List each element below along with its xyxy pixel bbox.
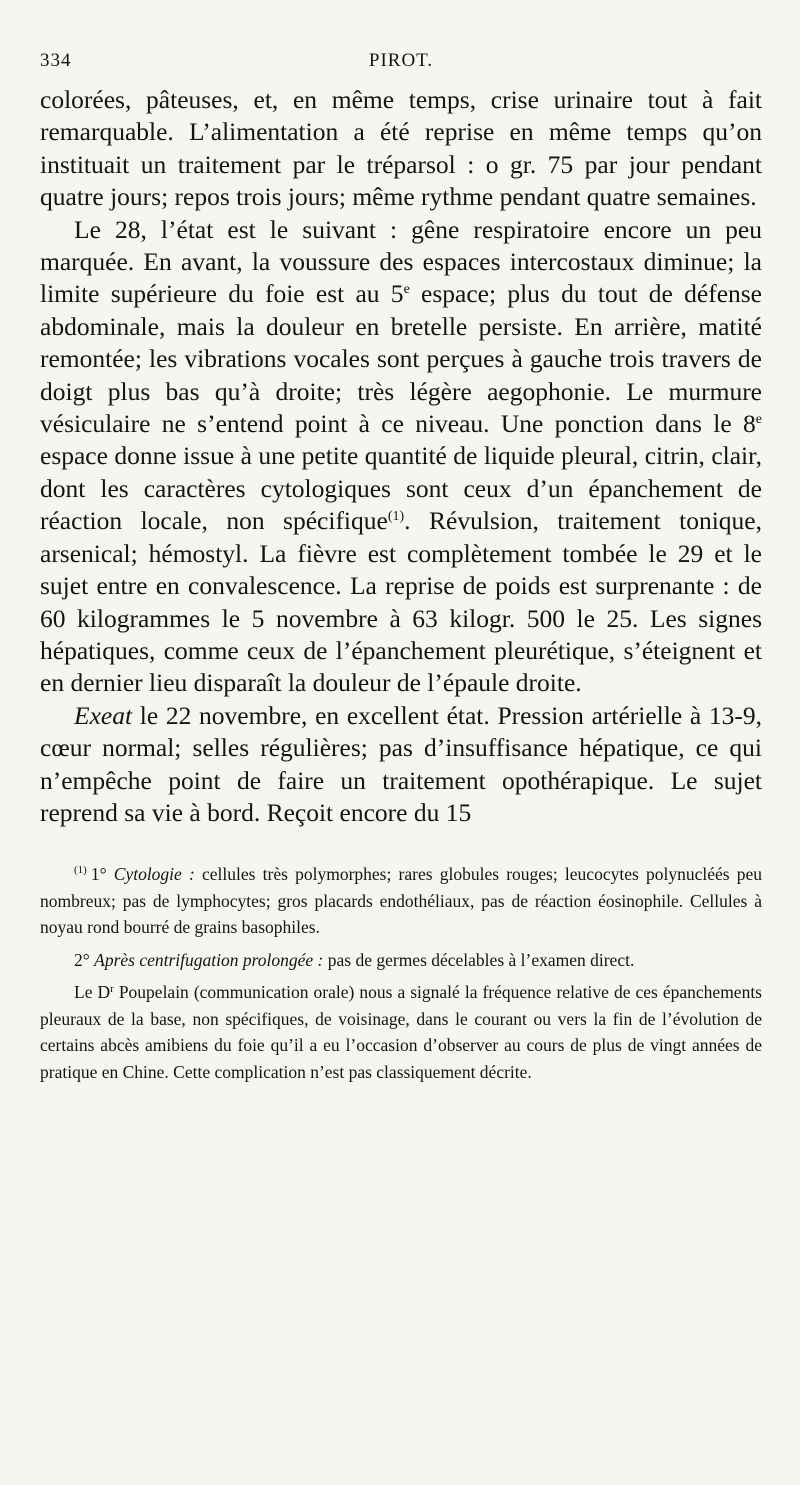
footnote-1 — [40, 861, 762, 941]
document-page — [40, 44, 762, 1085]
footnote-1-heading: Cytologie : — [113, 864, 195, 885]
footnote-marker: (1) — [74, 864, 87, 877]
running-head — [40, 44, 762, 84]
running-title: PIROT. — [368, 50, 434, 71]
title-superscript: r — [110, 983, 114, 996]
page-number: 334 — [40, 50, 72, 71]
footnote-3 — [40, 979, 762, 1085]
footnotes — [40, 861, 762, 1085]
footnote-1-text: cellules très polymorphes; rares globules rouges; leucocytes polynucléés peu nombreux; pas de lymphocytes; gros placards endothéliaux, pas de réaction éosinophile. Cellules à noyau rond bourré de grains basophiles. — [40, 864, 762, 938]
footnote-reference: (1) — [387, 509, 405, 525]
paragraph-2-text-a: Le 28, l’état est le suivant : gêne respiratoire encore un peu marquée. En avant, la voussure des espaces intercostaux diminue; la limite supérieure du foie est au 5 — [40, 214, 762, 309]
footnote-3-text-a: Le D — [74, 982, 111, 1003]
paragraph-3 — [40, 700, 762, 830]
paragraph-1: colorées, pâteuses, et, en même temps, crise urinaire tout à fait remarquable. L’alimentation a été reprise en même temps qu’on instituait un traitement par le tréparsol : o gr. 75 par jour pendant quatre jours; repos trois jours; même rythme pendant quatre semaines. — [40, 85, 762, 212]
footnote-2-heading: Après centrifugation prolongée : — [94, 949, 324, 970]
footnote-2 — [40, 947, 762, 974]
footnote-1-number: 1° — [90, 864, 114, 885]
footnote-2-text: pas de germes décelables à l’examen direct. — [323, 949, 635, 970]
paragraph-3-italic: Exeat — [74, 700, 133, 730]
paragraph-2-text-d: . Révulsion, traitement tonique, arsenical; hémostyl. La fièvre est complètement tombée le 29 et le sujet entre en convalescence. La reprise de poids est surprenante : de 60 kilogrammes le 5 novembre à 63 kilogr. 500 le 25. Les signes hépatiques, comme ceux de l’épanchement pleurétique, s’éteignent et en dernier lieu disparaît la douleur de l’épaule droite. — [40, 506, 763, 698]
ordinal-superscript: e — [755, 412, 762, 428]
ordinal-superscript: e — [403, 282, 410, 298]
paragraph-2-text-c: espace donne issue à une petite quantité de liquide pleural, citrin, clair, dont les caractères cytologiques sont ceux d’un épanchement de réaction locale, non spécifique — [40, 441, 762, 536]
footnote-3-text-b: Poupelain (communication orale) nous a signalé la fréquence relative de ces épanchements pleuraux de la base, non spécifiques, de voisinage, dans le courant ou vers la fin de l’évolution de certains abcès amibiens du foie qu’il a eu l’occasion d’observer au cours de plus de vingt années de pratique en Chine. Cette complication n’est pas classiquement décrite. — [40, 982, 762, 1082]
paragraph-3-text: le 22 novembre, en excellent état. Pression artérielle à 13-9, cœur normal; selles régulières; pas d’insuffisance hépatique, ce qui n’empêche point de faire un traitement opothérapique. Le sujet reprend sa vie à bord. Reçoit encore du 15 — [40, 700, 762, 827]
paragraph-2 — [40, 214, 762, 700]
paragraph-2-text-b: espace; plus du tout de défense abdominale, mais la douleur en bretelle persiste. En arrière, matité remontée; les vibrations vocales sont perçues à gauche trois travers de doigt plus bas qu’à droite; très légère aegophonie. Le murmure vésiculaire ne s’entend point à ce niveau. Une ponction dans le 8 — [40, 279, 762, 439]
body-text — [40, 84, 762, 829]
footnote-2-number: 2° — [74, 949, 95, 970]
